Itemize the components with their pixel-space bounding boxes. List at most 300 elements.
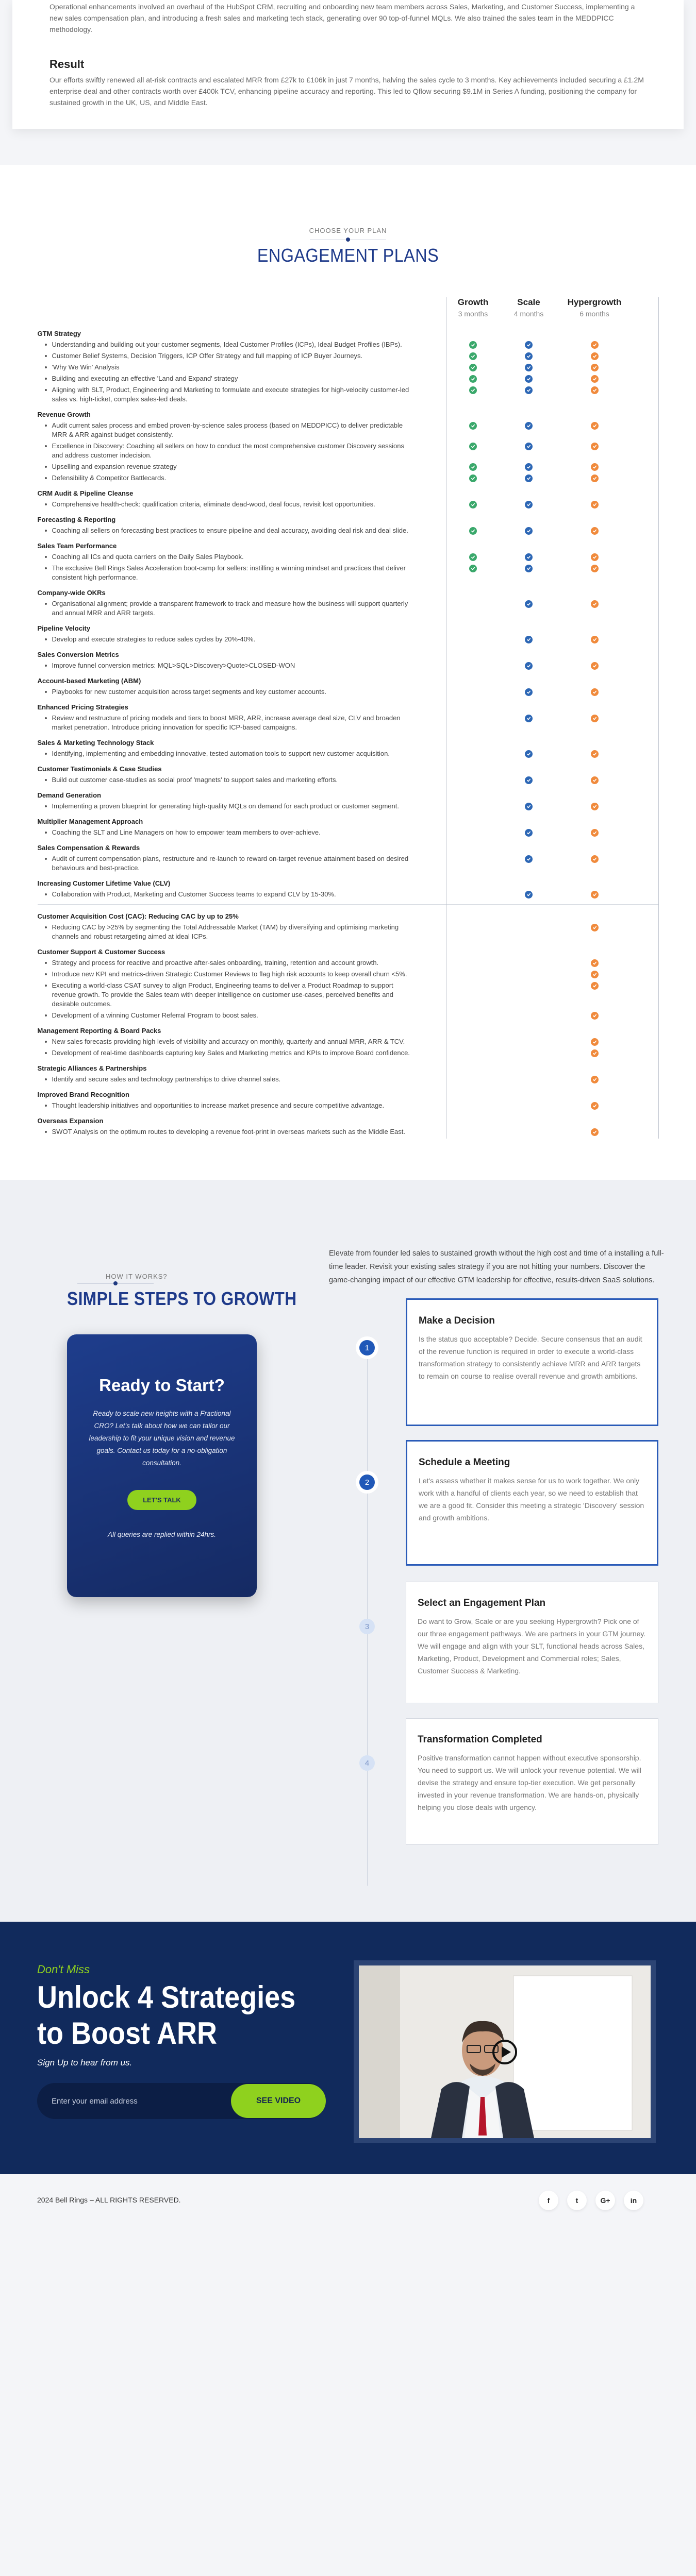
plan-group-title: Forecasting & Reporting xyxy=(37,516,116,523)
cell-hypergrowth xyxy=(557,526,632,535)
column-duration: 3 months xyxy=(458,310,488,318)
plan-group-title: CRM Audit & Pipeline Cleanse xyxy=(37,489,134,497)
step-card-2[interactable] xyxy=(406,1440,658,1566)
check-icon xyxy=(591,386,599,394)
cell-scale xyxy=(501,802,557,810)
plan-feature-text: Identifying, implementing and embedding innovative, tested automation tools to support new customer acquisition. xyxy=(38,749,446,758)
cell-growth xyxy=(446,635,501,636)
cell-scale xyxy=(501,473,557,482)
plan-group xyxy=(38,1060,659,1086)
check-icon xyxy=(469,352,477,360)
plan-feature-text: Coaching all ICs and quota carriers on the Daily Sales Playbook. xyxy=(38,552,446,562)
lets-talk-button[interactable]: LET'S TALK xyxy=(127,1490,196,1510)
cell-growth xyxy=(446,351,501,360)
step-text: Is the status quo acceptable? Decide. Secure consensus that an audit of the revenue function is required in order to execute a world-class transformation strategy to consistently achieve MRR and ARR targets to remain on course to realise overall revenue and growth ambitions. xyxy=(419,1335,642,1380)
check-icon xyxy=(525,341,533,349)
plans-body xyxy=(38,325,659,1139)
plan-feature-text: Improve funnel conversion metrics: MQL>SQL>Discovery>Quote>CLOSED-WON xyxy=(38,661,446,670)
plan-group xyxy=(38,699,659,734)
plan-feature-row xyxy=(38,340,659,349)
plan-group xyxy=(38,672,659,699)
plan-group-title: GTM Strategy xyxy=(37,330,81,337)
plan-group-title: Account-based Marketing (ABM) xyxy=(37,677,141,685)
plan-group xyxy=(38,813,659,839)
cell-hypergrowth xyxy=(557,1127,632,1136)
cell-scale xyxy=(501,552,557,561)
check-icon xyxy=(525,352,533,360)
cell-growth xyxy=(446,802,501,803)
check-icon xyxy=(591,959,599,967)
column-growth xyxy=(446,297,501,325)
footer xyxy=(0,2174,696,2226)
plan-feature-row xyxy=(38,749,659,758)
steps-kicker: HOW IT WORKS? xyxy=(106,1273,168,1280)
check-icon xyxy=(525,422,533,430)
check-icon xyxy=(591,1012,599,1020)
plan-group xyxy=(38,787,659,813)
cell-hypergrowth xyxy=(557,661,632,670)
plan-feature-text: Identify and secure sales and technology partnerships to drive channel sales. xyxy=(38,1075,446,1084)
cell-scale xyxy=(501,374,557,383)
plan-group xyxy=(38,537,659,584)
column-name: Growth xyxy=(457,297,489,307)
plan-feature-row xyxy=(38,599,659,618)
plan-group-title: Customer Testimonials & Case Studies xyxy=(37,765,162,773)
column-scale xyxy=(501,297,557,325)
cell-growth xyxy=(446,854,501,855)
step-title: Schedule a Meeting xyxy=(419,1457,510,1468)
cell-scale xyxy=(501,421,557,430)
plan-feature-row xyxy=(38,421,659,439)
video-thumbnail[interactable] xyxy=(354,1960,656,2143)
plan-feature-text: Review and restructure of pricing models and tiers to boost MRR, ARR, increase average deal size, CLV and broaden market penetration. Introduce pricing innovation for specific ICP-based campaigns. xyxy=(38,714,446,732)
case-study-section xyxy=(0,0,696,165)
cell-scale xyxy=(501,687,557,696)
plan-group xyxy=(38,875,659,901)
plan-group xyxy=(38,943,659,1022)
step-card-1[interactable] xyxy=(406,1298,658,1426)
plan-feature-row xyxy=(38,854,659,873)
cell-scale xyxy=(501,981,557,982)
check-icon xyxy=(591,924,599,931)
cell-hypergrowth xyxy=(557,462,632,471)
check-icon xyxy=(525,375,533,383)
plan-feature-row xyxy=(38,1127,659,1137)
check-icon xyxy=(525,829,533,837)
plan-group-title: Pipeline Velocity xyxy=(37,624,91,632)
plan-group xyxy=(38,325,659,406)
plan-feature-text: Introduce new KPI and metrics-driven Strategic Customer Reviews to flag high risk accounts to keep overall churn <5%. xyxy=(38,970,446,979)
see-video-button[interactable]: SEE VIDEO xyxy=(231,2084,326,2118)
plan-feature-text: Build out customer case-studies as social proof 'magnets' to support sales and marketing efforts. xyxy=(38,775,446,785)
cell-growth xyxy=(446,1075,501,1076)
cell-hypergrowth xyxy=(557,1048,632,1057)
step-title: Make a Decision xyxy=(419,1315,495,1326)
check-icon xyxy=(525,715,533,722)
cell-hypergrowth xyxy=(557,635,632,643)
linkedin-icon[interactable]: in xyxy=(624,2191,643,2210)
headline-line-1: Unlock 4 Strategies xyxy=(37,1980,296,2014)
video-presenter-image xyxy=(359,1965,651,2138)
twitter-icon[interactable]: t xyxy=(567,2191,587,2210)
plans-header xyxy=(38,297,659,325)
check-icon xyxy=(591,375,599,383)
dont-miss-kicker: Don't Miss xyxy=(37,1963,90,1976)
plan-group xyxy=(38,584,659,620)
plan-group xyxy=(38,406,659,485)
column-hypergrowth xyxy=(557,297,632,325)
plan-group-title: Improved Brand Recognition xyxy=(37,1091,129,1098)
cell-hypergrowth xyxy=(557,802,632,810)
cell-scale xyxy=(501,958,557,959)
facebook-icon[interactable]: f xyxy=(539,2191,558,2210)
result-text: Our efforts swiftly renewed all at-risk contracts and escalated MRR from £27k to £106k in just 7 months, halving the sales cycle to 3 months. Key achievements included securing a £1.2M enterprise deal and other contracts worth over £400k TCV, enhancing pipeline accuracy and reporting. This led to Qflow securing $9.1M in Series A funding, positioning the company for sustained growth in the UK, US, and Middle East. xyxy=(49,76,644,107)
check-icon xyxy=(591,443,599,450)
step-number-2: 2 xyxy=(356,1471,378,1494)
check-icon xyxy=(591,971,599,978)
plan-feature-row xyxy=(38,970,659,979)
cell-scale xyxy=(501,635,557,643)
plan-feature-row xyxy=(38,958,659,968)
cell-hypergrowth xyxy=(557,828,632,837)
check-icon xyxy=(525,688,533,696)
plan-group xyxy=(38,1112,659,1139)
kicker-divider xyxy=(77,1281,154,1285)
check-icon xyxy=(469,422,477,430)
cell-scale xyxy=(501,564,557,572)
plan-group-title: Revenue Growth xyxy=(37,411,91,418)
cell-hypergrowth xyxy=(557,1075,632,1083)
plan-group-title: Customer Support & Customer Success xyxy=(37,948,165,956)
cell-growth xyxy=(446,500,501,509)
cell-scale xyxy=(501,340,557,349)
cell-growth xyxy=(446,1037,501,1038)
column-name: Hypergrowth xyxy=(567,297,622,307)
step-text: Let's assess whether it makes sense for us to work together. We only work with a handful of clients each year, so we need to establish that we are a good fit. Consider this meeting a strategic 'Discovery' session and growth ambitions. xyxy=(419,1477,644,1522)
check-icon xyxy=(591,1128,599,1136)
plan-feature-text: Upselling and expansion revenue strategy xyxy=(38,462,446,471)
plan-feature-text: Collaboration with Product, Marketing and Customer Success teams to expand CLV by 15-30%. xyxy=(38,890,446,899)
plan-feature-row xyxy=(38,552,659,562)
dont-miss-section xyxy=(0,1922,696,2174)
check-icon xyxy=(525,600,533,608)
check-icon xyxy=(591,776,599,784)
cell-scale xyxy=(501,749,557,758)
cell-growth xyxy=(446,421,501,430)
check-icon xyxy=(469,501,477,509)
ready-note: All queries are replied within 24hrs. xyxy=(107,1531,217,1538)
plan-feature-row xyxy=(38,661,659,670)
plan-feature-row xyxy=(38,473,659,483)
check-icon xyxy=(591,750,599,758)
plan-group xyxy=(38,839,659,875)
check-icon xyxy=(591,662,599,670)
cell-scale xyxy=(501,970,557,971)
plan-feature-text: 'Why We Win' Analysis xyxy=(38,363,446,372)
cell-growth xyxy=(446,526,501,535)
plan-feature-row xyxy=(38,500,659,509)
cell-growth xyxy=(446,749,501,750)
plan-feature-row xyxy=(38,775,659,785)
step-card-3[interactable] xyxy=(406,1582,658,1703)
plan-feature-row xyxy=(38,374,659,383)
check-icon xyxy=(525,501,533,509)
check-icon xyxy=(525,443,533,450)
cell-hypergrowth xyxy=(557,981,632,990)
plan-feature-row xyxy=(38,1011,659,1020)
cell-scale xyxy=(501,385,557,394)
check-icon xyxy=(591,501,599,509)
plan-group-title: Enhanced Pricing Strategies xyxy=(37,703,128,711)
step-card-4[interactable] xyxy=(406,1718,658,1845)
check-icon xyxy=(591,364,599,371)
check-icon xyxy=(525,463,533,471)
plan-feature-text: Audit of current compensation plans, restructure and re-launch to reward on-target revenue attainment based on desired behaviours and best-practice. xyxy=(38,854,446,873)
cell-scale xyxy=(501,462,557,471)
cell-growth xyxy=(446,890,501,891)
plan-feature-text: Understanding and building out your customer segments, Ideal Customer Profiles (ICPs), Ideal Budget Profiles (IBPs). xyxy=(38,340,446,349)
cell-scale xyxy=(501,1048,557,1049)
check-icon xyxy=(591,803,599,810)
step-title: Select an Engagement Plan xyxy=(418,1598,546,1608)
plan-feature-row xyxy=(38,828,659,837)
plan-feature-text: SWOT Analysis on the optimum routes to developing a revenue foot-print in overseas markets such as the Middle East. xyxy=(38,1127,446,1137)
kicker-divider xyxy=(0,238,696,242)
plan-group xyxy=(38,734,659,760)
plan-feature-text: Customer Belief Systems, Decision Triggers, ICP Offer Strategy and full mapping of ICP Buyer Journeys. xyxy=(38,351,446,361)
plan-group-title: Customer Acquisition Cost (CAC): Reducing CAC by up to 25% xyxy=(37,912,239,920)
plan-feature-text: Playbooks for new customer acquisition across target segments and key customer accounts. xyxy=(38,687,446,697)
cell-scale xyxy=(501,1075,557,1076)
headline-line-2: to Boost ARR xyxy=(37,2016,217,2050)
check-icon xyxy=(469,527,477,535)
cell-hypergrowth xyxy=(557,714,632,722)
cell-scale xyxy=(501,442,557,450)
check-icon xyxy=(469,463,477,471)
plan-feature-text: Develop and execute strategies to reduce sales cycles by 20%-40%. xyxy=(38,635,446,644)
cell-hypergrowth xyxy=(557,687,632,696)
plan-feature-row xyxy=(38,1075,659,1084)
cell-scale xyxy=(501,1011,557,1012)
cell-hypergrowth xyxy=(557,552,632,561)
check-icon xyxy=(591,527,599,535)
cell-growth xyxy=(446,385,501,394)
cell-hypergrowth xyxy=(557,890,632,899)
steps-intro: Elevate from founder led sales to sustained growth without the high cost and time of a installing a full-time leader. Revisit your existing sales strategy if you are not hitting your numbers. Discover the game-changing impact of our effective GTM leadership for effective, results-driven SaaS solutions. xyxy=(329,1249,664,1284)
check-icon xyxy=(591,565,599,572)
check-icon xyxy=(525,364,533,371)
plan-feature-row xyxy=(38,462,659,471)
check-icon xyxy=(525,750,533,758)
check-icon xyxy=(525,386,533,394)
cell-growth xyxy=(446,599,501,600)
case-study-card xyxy=(12,0,684,129)
check-icon xyxy=(525,553,533,561)
steps-section xyxy=(0,1180,696,1922)
check-icon xyxy=(591,1049,599,1057)
cell-growth xyxy=(446,958,501,959)
engagement-plans-section xyxy=(0,165,696,1180)
check-icon xyxy=(525,527,533,535)
column-duration: 6 months xyxy=(579,310,609,318)
check-icon xyxy=(591,474,599,482)
cell-growth xyxy=(446,981,501,982)
plan-feature-row xyxy=(38,564,659,582)
plan-feature-text: Coaching all sellers on forecasting best practices to ensure pipeline and deal accuracy, avoiding deal risk and deal slide. xyxy=(38,526,446,535)
check-icon xyxy=(469,364,477,371)
cell-growth xyxy=(446,775,501,776)
plan-feature-row xyxy=(38,442,659,460)
ready-text: Ready to scale new heights with a Fractional CRO? Let's talk about how we can tailor our leadership to fit your unique vision and revenue goals. Contact us today for a no-obligation consultation. xyxy=(89,1410,235,1467)
check-icon xyxy=(591,688,599,696)
column-duration: 4 months xyxy=(513,310,544,318)
cell-hypergrowth xyxy=(557,473,632,482)
cell-growth xyxy=(446,363,501,371)
check-icon xyxy=(591,982,599,990)
check-icon xyxy=(525,891,533,899)
result-title: Result xyxy=(49,58,85,71)
cell-scale xyxy=(501,351,557,360)
step-text: Positive transformation cannot happen without executive sponsorship. You need to support us. We will unlock your revenue potential. We will devise the strategy and ensure top-tier execution. We get personally invested in your revenue transformation. We are hands-on, physically helping you close deals with urgency. xyxy=(418,1754,641,1811)
cell-growth xyxy=(446,462,501,471)
check-icon xyxy=(469,565,477,572)
plan-feature-text: Thought leadership initiatives and opportunities to increase market presence and secure competitive advantage. xyxy=(38,1101,446,1110)
cell-hypergrowth xyxy=(557,958,632,967)
cell-growth xyxy=(446,714,501,715)
check-icon xyxy=(591,463,599,471)
steps-title: SIMPLE STEPS TO GROWTH xyxy=(67,1288,297,1309)
plan-feature-text: Excellence in Discovery: Coaching all sellers on how to conduct the most comprehensive customer Discovery sessions and address customer indecision. xyxy=(38,442,446,460)
check-icon xyxy=(591,1038,599,1046)
plan-group xyxy=(38,760,659,787)
plan-feature-row xyxy=(38,714,659,732)
cell-growth xyxy=(446,552,501,561)
plan-group xyxy=(38,904,659,943)
plan-group xyxy=(38,646,659,672)
cell-growth xyxy=(446,473,501,482)
plan-group xyxy=(38,1086,659,1112)
plan-feature-row xyxy=(38,526,659,535)
plan-group-title: Company-wide OKRs xyxy=(37,589,106,597)
plan-group-title: Overseas Expansion xyxy=(37,1117,104,1125)
plan-feature-text: Aligning with SLT, Product, Engineering and Marketing to formulate and execute strategies for high-velocity customer-led sales vs. high-ticket, complex sales-led deals. xyxy=(38,385,446,404)
plans-table xyxy=(38,297,659,1139)
cell-hypergrowth xyxy=(557,1011,632,1020)
plan-group-title: Multiplier Management Approach xyxy=(37,818,143,825)
group-separator xyxy=(38,904,659,905)
check-icon xyxy=(469,375,477,383)
cell-hypergrowth xyxy=(557,1101,632,1110)
cell-growth xyxy=(446,1011,501,1012)
cell-scale xyxy=(501,1101,557,1102)
cell-hypergrowth xyxy=(557,351,632,360)
check-icon xyxy=(591,553,599,561)
cell-hypergrowth xyxy=(557,970,632,978)
plan-group-title: Sales Conversion Metrics xyxy=(37,651,119,658)
cell-growth xyxy=(446,828,501,829)
cell-growth xyxy=(446,970,501,971)
cell-hypergrowth xyxy=(557,1037,632,1046)
plan-feature-text: Development of real-time dashboards capturing key Sales and Marketing metrics and KPIs to improve Board confidence. xyxy=(38,1048,446,1058)
check-icon xyxy=(469,443,477,450)
check-icon xyxy=(525,855,533,863)
column-name: Scale xyxy=(517,297,540,307)
cell-scale xyxy=(501,500,557,509)
cell-growth xyxy=(446,564,501,572)
plan-feature-text: Audit current sales process and embed proven-by-science sales process (based on MEDDPICC) to deliver predictable MRR & ARR against budget consistently. xyxy=(38,421,446,439)
cell-scale xyxy=(501,661,557,670)
check-icon xyxy=(525,565,533,572)
cell-scale xyxy=(501,714,557,722)
check-icon xyxy=(525,636,533,643)
plan-feature-row xyxy=(38,363,659,372)
check-icon xyxy=(591,829,599,837)
plan-group-title: Sales Team Performance xyxy=(37,542,117,550)
ready-title: Ready to Start? xyxy=(99,1376,225,1395)
plan-feature-text: Coaching the SLT and Line Managers on how to empower team members to over-achieve. xyxy=(38,828,446,837)
cell-hypergrowth xyxy=(557,363,632,371)
cell-scale xyxy=(501,599,557,608)
google-plus-icon[interactable]: G+ xyxy=(595,2191,615,2210)
table-divider-right xyxy=(658,297,659,1139)
cell-scale xyxy=(501,526,557,535)
check-icon xyxy=(525,474,533,482)
cell-scale xyxy=(501,890,557,899)
plan-feature-text: Organisational alignment; provide a transparent framework to track and measure how the business will support quarterly and annual MRR and ARR targets. xyxy=(38,599,446,618)
cell-scale xyxy=(501,923,557,924)
cell-hypergrowth xyxy=(557,340,632,349)
plan-feature-row xyxy=(38,981,659,1009)
cell-growth xyxy=(446,1101,501,1102)
plan-group xyxy=(38,511,659,537)
plan-feature-text: Reducing CAC by >25% by segmenting the Total Addressable Market (TAM) by diversifying and optimising marketing channels and robust retargeting aimed at ideal ICPs. xyxy=(38,923,446,941)
plan-feature-row xyxy=(38,1101,659,1110)
check-icon xyxy=(591,891,599,899)
check-icon xyxy=(591,855,599,863)
plan-feature-text: Strategy and process for reactive and proactive after-sales onboarding, training, retention and account growth. xyxy=(38,958,446,968)
cell-scale xyxy=(501,1037,557,1038)
check-icon xyxy=(591,352,599,360)
cell-hypergrowth xyxy=(557,775,632,784)
cell-hypergrowth xyxy=(557,500,632,509)
check-icon xyxy=(525,803,533,810)
check-icon xyxy=(469,474,477,482)
plan-group-title: Sales Compensation & Rewards xyxy=(37,844,140,852)
cell-scale xyxy=(501,854,557,863)
step-number-4: 4 xyxy=(356,1752,378,1774)
plan-group xyxy=(38,620,659,646)
cell-growth xyxy=(446,687,501,688)
check-icon xyxy=(591,341,599,349)
check-icon xyxy=(525,662,533,670)
plan-feature-text: Building and executing an effective 'Land and Expand' strategy xyxy=(38,374,446,383)
cell-hypergrowth xyxy=(557,442,632,450)
cell-hypergrowth xyxy=(557,854,632,863)
cell-growth xyxy=(446,661,501,662)
check-icon xyxy=(525,776,533,784)
plan-feature-text: Executing a world-class CSAT survey to align Product, Engineering teams to deliver a Product Roadmap to support revenue growth. To provide the Sales team with deeper intelligence on customer use-cases, perceived benefits and desirable outcomes. xyxy=(38,981,446,1009)
cell-growth xyxy=(446,340,501,349)
cell-hypergrowth xyxy=(557,923,632,931)
cell-hypergrowth xyxy=(557,599,632,608)
check-icon xyxy=(591,422,599,430)
plan-group xyxy=(38,1022,659,1060)
plan-feature-row xyxy=(38,1048,659,1058)
plan-feature-text: Development of a winning Customer Referral Program to boost sales. xyxy=(38,1011,446,1020)
cell-scale xyxy=(501,1127,557,1128)
cell-growth xyxy=(446,442,501,450)
plan-feature-text: Defensibility & Competitor Battlecards. xyxy=(38,473,446,483)
